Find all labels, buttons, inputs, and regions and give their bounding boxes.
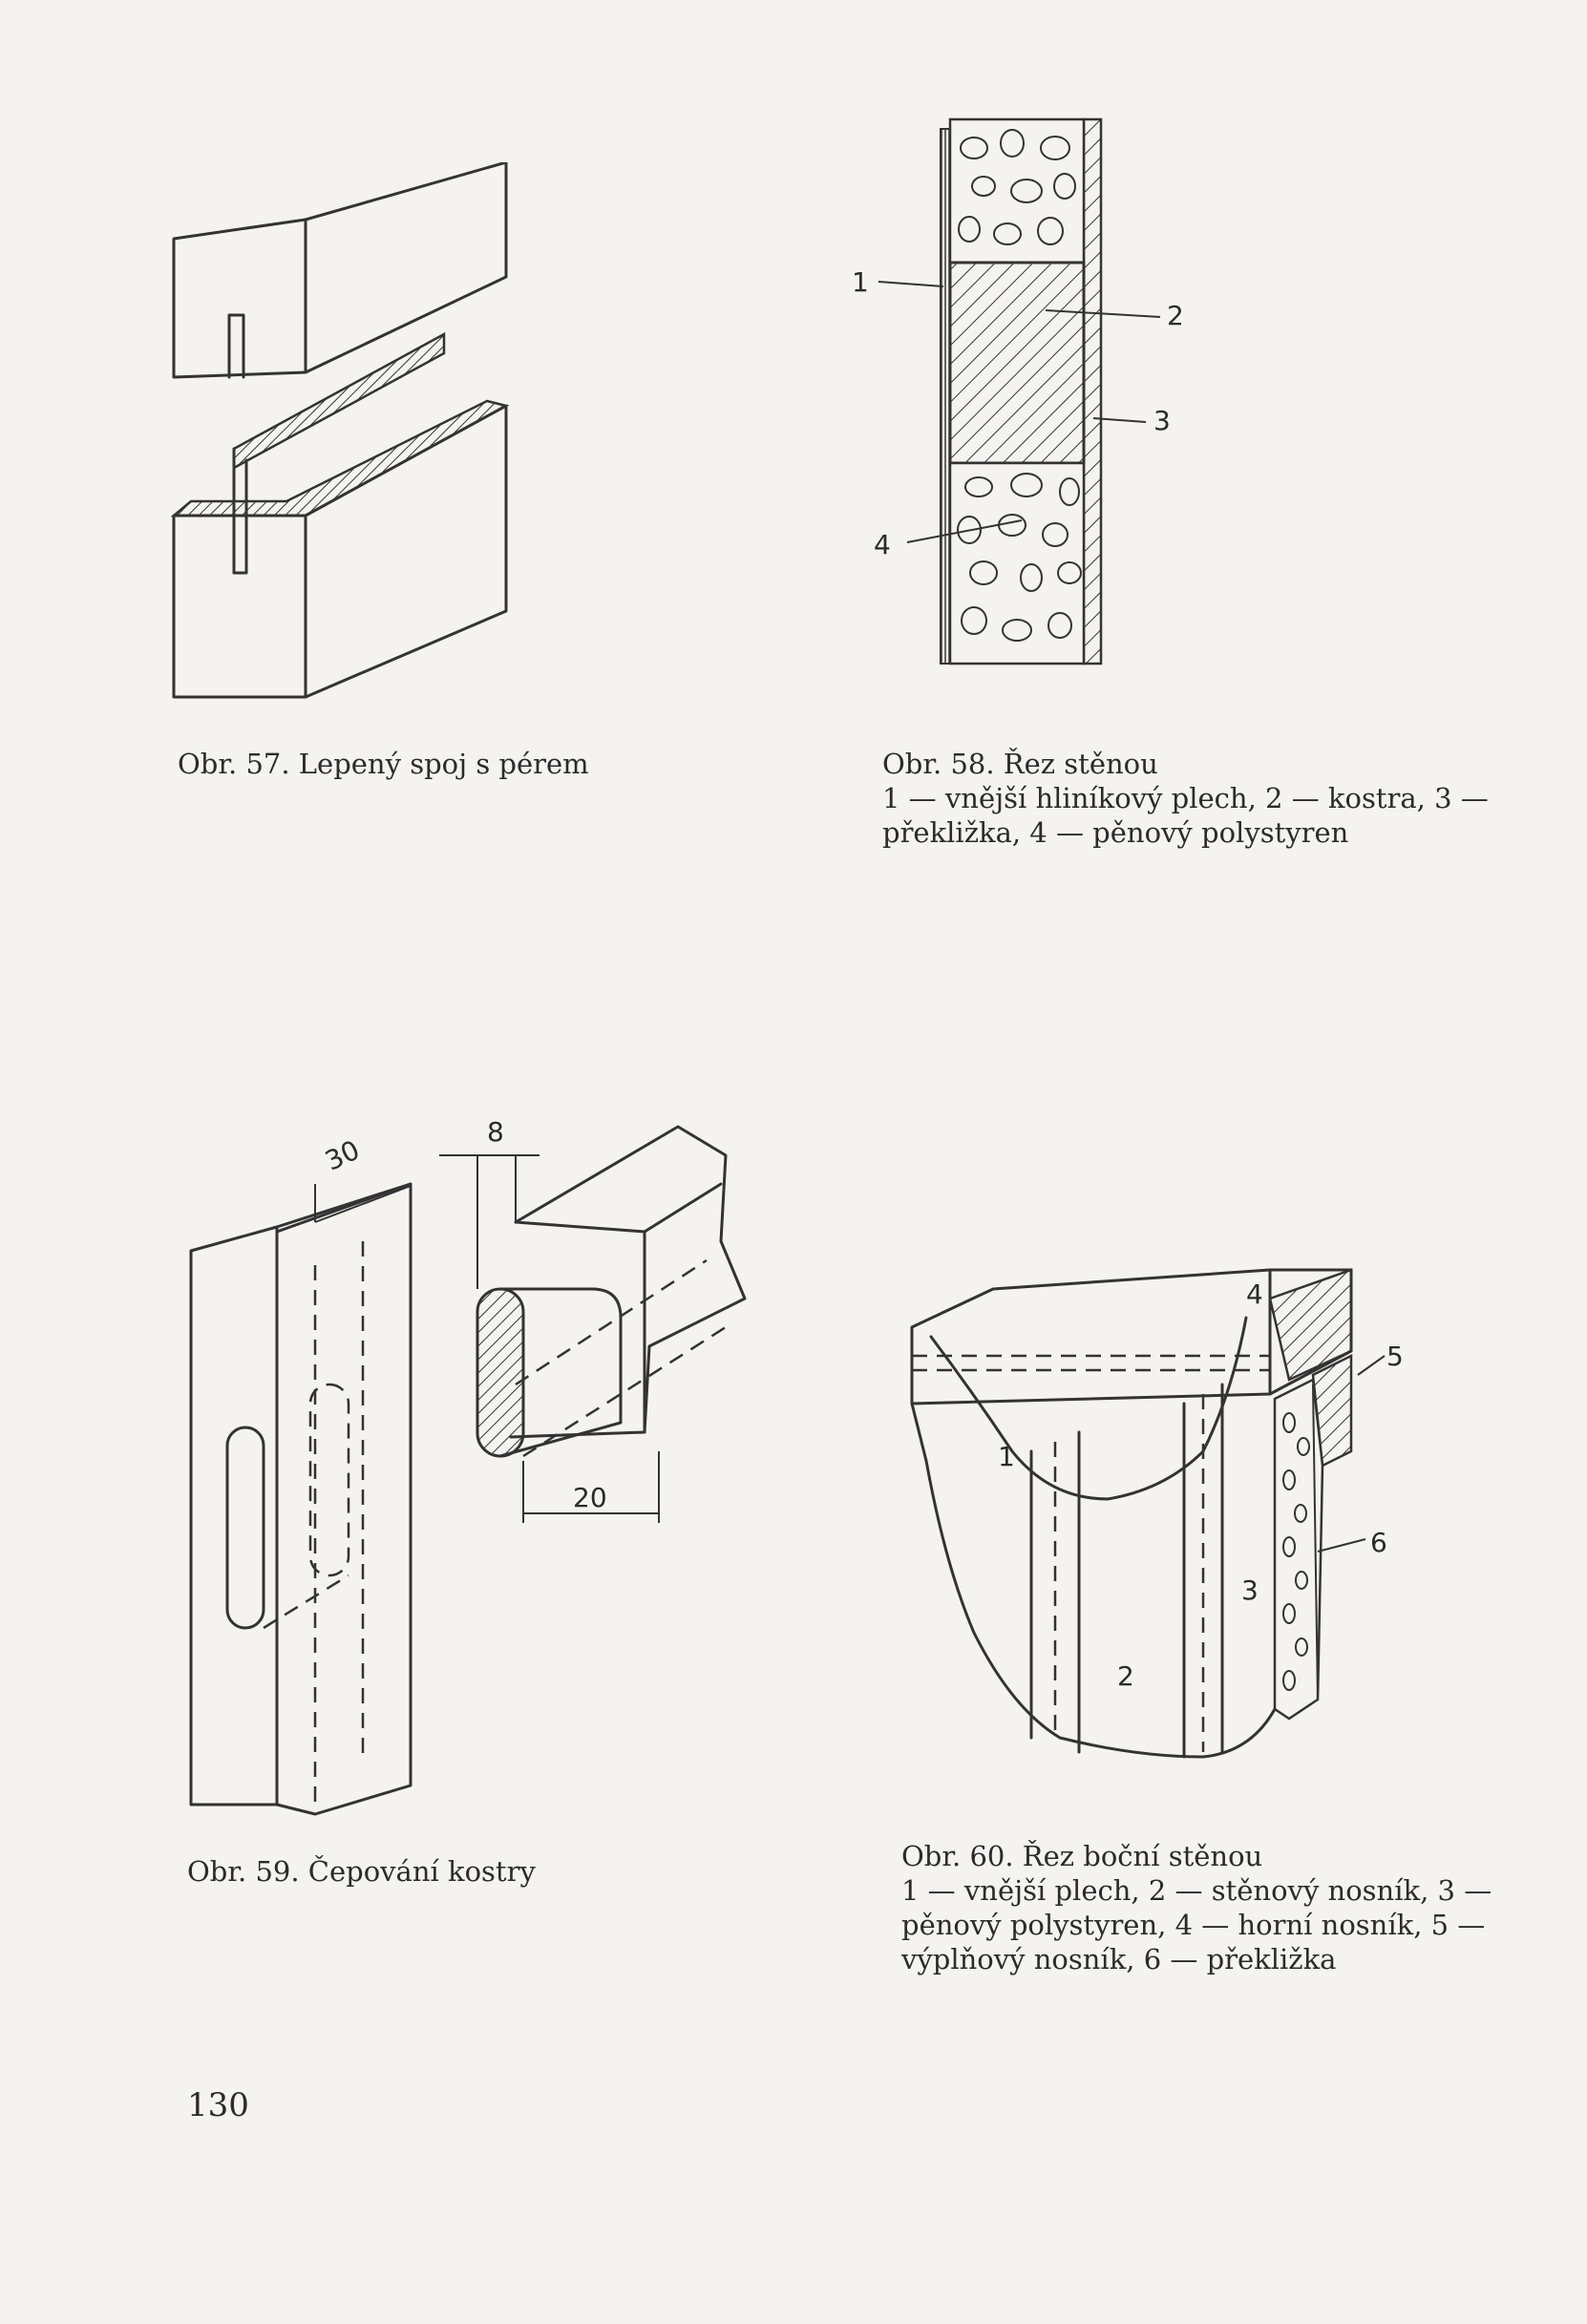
- figure-58-label-4: 4: [874, 529, 891, 560]
- figure-60-title: Obr. 60. Řez boční stěnou: [901, 1840, 1263, 1872]
- figure-58-title: Obr. 58. Řez stěnou: [882, 748, 1158, 780]
- figure-58-label-2: 2: [1167, 300, 1184, 331]
- figure-60-label-6: 6: [1370, 1527, 1387, 1558]
- figure-60-label-2: 2: [1117, 1660, 1134, 1692]
- figure-59-drawing: [172, 1098, 764, 1833]
- figure-60-caption: [901, 1839, 1532, 1976]
- figure-59-dim-8: 8: [487, 1116, 504, 1148]
- figure-57-drawing: [162, 162, 525, 716]
- figure-60-label-1: 1: [998, 1441, 1015, 1472]
- figure-58-description: 1 — vnější hliníkový plech, 2 — kostra, 3 — překližka, 4 — pěnový polystyren: [882, 782, 1489, 849]
- figure-58-label-3: 3: [1153, 405, 1171, 436]
- figure-58-drawing: [840, 115, 1222, 687]
- figure-57-title: Obr. 57. Lepený spoj s pérem: [178, 748, 589, 780]
- figure-60-label-4: 4: [1246, 1278, 1263, 1310]
- figure-57-caption: [178, 747, 712, 781]
- figure-60-label-3: 3: [1241, 1574, 1259, 1606]
- figure-60-label-5: 5: [1386, 1341, 1404, 1372]
- figure-59-dim-20: 20: [573, 1482, 607, 1513]
- figure-59-title: Obr. 59. Čepování kostry: [187, 1855, 536, 1888]
- figure-58-label-1: 1: [852, 266, 869, 298]
- page-number: 130: [187, 2086, 249, 2124]
- figure-60-drawing: [888, 1260, 1423, 1795]
- figure-59-caption: [187, 1854, 722, 1889]
- figure-60-description: 1 — vnější plech, 2 — stěnový nosník, 3 — pěnový polystyren, 4 — horní nosník, 5 — výplňový nosník, 6 — překližka: [901, 1874, 1492, 1975]
- figure-58-caption: [882, 747, 1551, 850]
- figure-59-dim-30: 30: [320, 1133, 365, 1177]
